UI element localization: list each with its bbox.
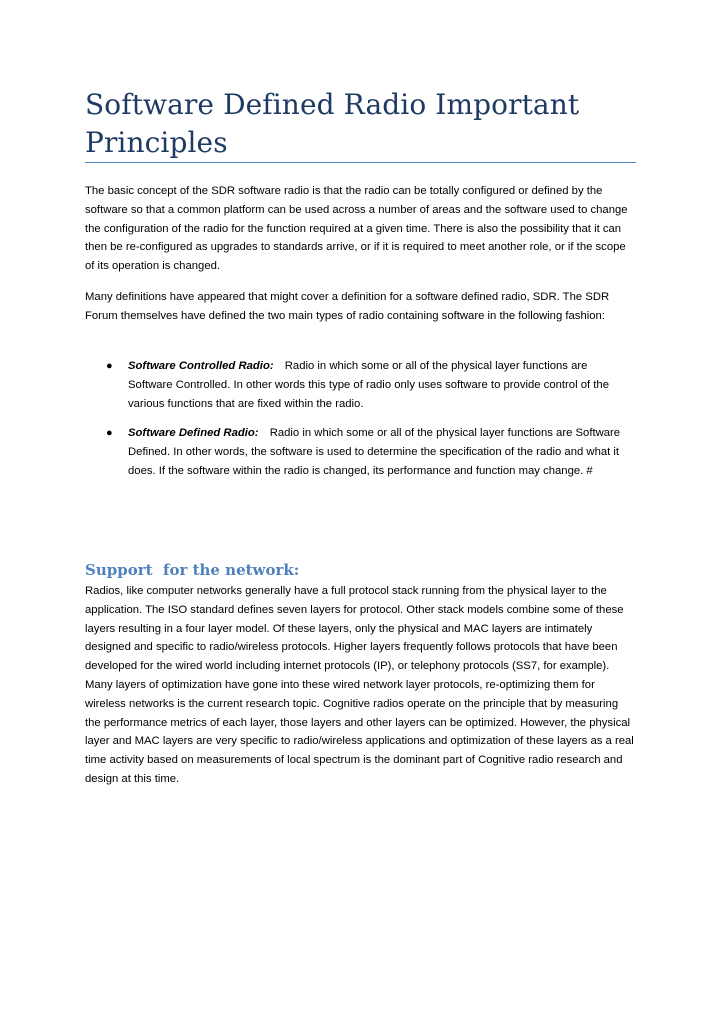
definition-list-1 [85, 357, 640, 413]
bullet-dot-icon: ● [106, 360, 113, 372]
bullet-dot-icon: ● [106, 427, 113, 439]
list-item-software-controlled-radio [85, 357, 625, 413]
page-title: Software Defined Radio Important Principles [85, 88, 580, 159]
section-heading-network: Support for the network: [85, 561, 300, 579]
title-underline-rule [85, 162, 636, 163]
network-paragraph: Radios, like computer networks generally have a full protocol stack running from the physical layer to the application. The ISO standard defines seven layers for protocol. Other stack models combine some of these layers resulting in a four layer model. Of these layers, only the physical and MAC layers are intimately designed and specific to radio/wireless protocols. Higher layers frequently follows protocols that have been developed for the wired world including internet protocols (IP), or telephony protocols (SS7, for example). Many layers of optimization have gone into these wired network layer protocols, re-optimizing them for wireless networks is the current research topic. Cognitive radios operate on the principle that by measuring the performance metrics of each layer, those layers and other layers can be optimized. However, the physical layer and MAC layers are very specific to radio/wireless applications and optimization of these layers as a real time activity based on measurements of local spectrum is the dominant part of Cognitive radio research and design at this time. [85, 585, 634, 785]
bullet-text: Radio in which some or all of the physical layer functions are Software Controlled. In other words this type of radio only uses software to provide control of the various functions that are fixed within the radio. [128, 360, 609, 410]
bullet-term: Software Controlled Radio: [128, 360, 274, 372]
list-item-software-defined-radio [85, 424, 625, 480]
definitions-paragraph: Many definitions have appeared that might cover a definition for a software defined radio, SDR. The SDR Forum themselves have defined the two main types of radio containing software in the following fashion: [85, 291, 610, 322]
intro-paragraph: The basic concept of the SDR software radio is that the radio can be totally configured or defined by the software so that a common platform can be used across a number of areas and the software used to change the configuration of the radio for the function required at a given time. There is also the possibility that it can then be re-configured as upgrades to standards arrive, or if it is required to meet another role, or if the scope of its operation is changed. [85, 185, 628, 273]
bullet-term: Software Defined Radio: [128, 427, 259, 439]
bullet-text: Radio in which some or all of the physical layer functions are Software Defined. In other words, the software is used to determine the specification of the radio and what it does. If the software within the radio is changed, its performance and function may change. # [128, 427, 621, 477]
definition-list-2 [85, 424, 640, 480]
